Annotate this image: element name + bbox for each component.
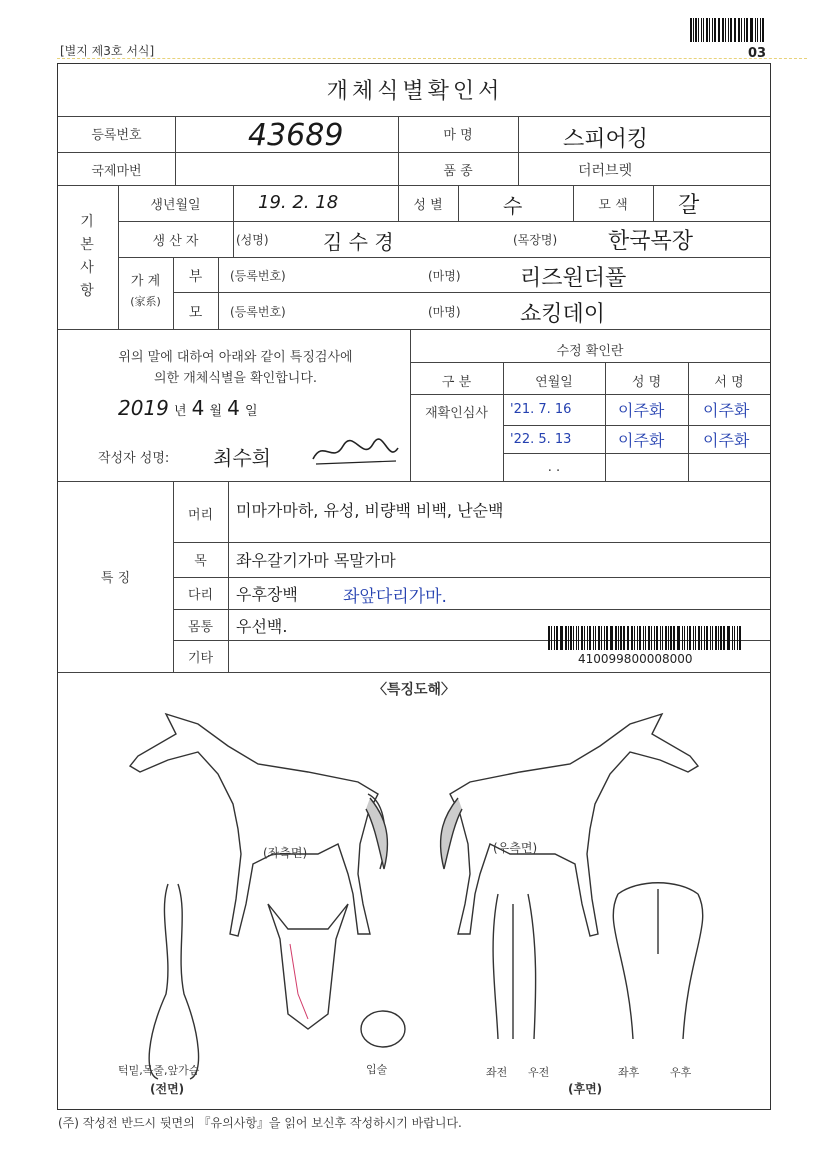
rear-view bbox=[613, 883, 702, 1039]
coat-label: 모 색 bbox=[598, 198, 628, 213]
breeder-name-label: (성명) bbox=[236, 233, 269, 247]
farm-name-value: 한국목장 bbox=[608, 229, 694, 254]
diagram-title: 〈특징도해〉 bbox=[372, 682, 456, 698]
top-rule bbox=[57, 58, 807, 59]
fl-label: 좌전 bbox=[486, 1066, 508, 1079]
left-side-text: (좌측면) bbox=[263, 846, 308, 860]
rr-label: 우후 bbox=[670, 1066, 692, 1079]
col-name: 성 명 bbox=[631, 375, 662, 390]
col-sign: 서 명 bbox=[714, 375, 744, 390]
dam-label: 모 bbox=[188, 305, 203, 321]
col-date: 연월일 bbox=[535, 375, 573, 390]
breeder-label: 생 산 자 bbox=[152, 234, 199, 249]
rear-label: (후면) bbox=[568, 1082, 603, 1096]
form-title: 개체식별확인서 bbox=[326, 79, 504, 104]
page-number: 03 bbox=[748, 46, 767, 61]
basic-info-label-1: 기 bbox=[80, 214, 94, 230]
row2-sign: 이주화 bbox=[703, 431, 750, 450]
author-signature bbox=[308, 434, 403, 470]
dam-reg-label: (등록번호) bbox=[230, 305, 286, 319]
coat-value: 갈 bbox=[678, 193, 700, 218]
dob-value: 19. 2. 18 bbox=[258, 192, 339, 213]
bottom-barcode bbox=[548, 626, 743, 650]
front-view bbox=[149, 884, 198, 1079]
rl-label: 좌후 bbox=[618, 1066, 640, 1079]
barcode-number: 410099800008000 bbox=[578, 652, 693, 666]
pedigree-label: 가 계 bbox=[130, 274, 161, 289]
neck-value: 좌우갈기가마 목말가마 bbox=[236, 551, 396, 570]
breed-label: 품 종 bbox=[443, 164, 473, 179]
horse-diagram bbox=[58, 694, 770, 1084]
right-tail bbox=[441, 798, 462, 869]
lips bbox=[361, 1011, 405, 1047]
sex-value: 수 bbox=[503, 194, 523, 218]
lips-label: 입술 bbox=[366, 1063, 388, 1076]
identification-form bbox=[57, 63, 771, 1110]
farm-name-label: (목장명) bbox=[513, 233, 558, 247]
row3-date: . . bbox=[547, 460, 561, 475]
confirm-statement-2: 의한 개체식별을 확인합니다. bbox=[153, 371, 318, 386]
front-legs bbox=[493, 894, 536, 1039]
body-label: 몸통 bbox=[187, 620, 214, 635]
confirm-month: 4 bbox=[191, 396, 205, 420]
confirm-day: 4 bbox=[227, 396, 240, 420]
legs-value: 우후장백 bbox=[236, 585, 298, 604]
sire-label: 부 bbox=[188, 269, 203, 285]
head-value: 미마가마하, 유성, 비량백 비백, 난순백 bbox=[236, 501, 504, 520]
row1-date: '21. 7. 16 bbox=[510, 402, 572, 417]
fr-label: 우전 bbox=[528, 1066, 550, 1079]
right-side-text: (우측면) bbox=[493, 841, 538, 855]
author-name: 최수희 bbox=[213, 446, 271, 470]
confirm-statement-1: 위의 말에 대하여 아래와 같이 특징검사에 bbox=[118, 350, 353, 365]
row1-sign: 이주화 bbox=[703, 401, 750, 420]
body-value: 우선백. bbox=[236, 617, 288, 636]
horse-name-value: 스피어킹 bbox=[563, 127, 649, 152]
reg-no-label: 등록번호 bbox=[91, 128, 142, 143]
right-side-horse bbox=[450, 714, 698, 936]
dam-name-label: (마명) bbox=[428, 305, 461, 319]
day-unit: 일 bbox=[244, 404, 258, 419]
modify-table-title: 수정 확인란 bbox=[556, 344, 624, 359]
intl-chip-label: 국제마번 bbox=[91, 164, 142, 179]
horse-name-label: 마 명 bbox=[443, 128, 473, 143]
features-label: 특 징 bbox=[100, 571, 131, 586]
top-barcode bbox=[690, 18, 766, 42]
author-label: 작성자 성명: bbox=[98, 451, 170, 466]
sex-label: 성 별 bbox=[413, 198, 443, 213]
month-unit: 월 bbox=[209, 404, 223, 419]
col-type: 구 분 bbox=[441, 375, 472, 390]
other-label: 기타 bbox=[187, 651, 214, 666]
basic-info-label-4: 항 bbox=[80, 283, 94, 299]
breed-value: 더러브렛 bbox=[578, 163, 633, 179]
footnote: (주) 작성전 반드시 뒷면의 『유의사항』을 읽어 보신후 작성하시기 바랍니다. bbox=[58, 1116, 462, 1130]
row1-name: 이주화 bbox=[618, 401, 665, 420]
front-label: (전면) bbox=[150, 1082, 185, 1096]
neck-label: 목 bbox=[194, 554, 207, 569]
confirm-year: 2019 bbox=[118, 396, 169, 420]
form-code: [별지 제3호 서식] bbox=[60, 44, 155, 58]
row1-type: 재확인심사 bbox=[425, 406, 488, 421]
head-label: 머리 bbox=[187, 508, 214, 523]
front-caption: 턱밑,목줄,앞가슴 bbox=[118, 1064, 200, 1077]
basic-info-label-2: 본 bbox=[80, 237, 94, 253]
breeder-name-value: 김 수 경 bbox=[323, 230, 394, 254]
left-side-horse bbox=[130, 714, 378, 936]
left-tail bbox=[366, 798, 387, 869]
sire-reg-label: (등록번호) bbox=[230, 269, 286, 283]
row2-name: 이주화 bbox=[618, 431, 665, 450]
legs-value-blue: 좌앞다리가마. bbox=[343, 587, 447, 607]
dob-label: 생년월일 bbox=[150, 198, 201, 213]
year-unit: 년 bbox=[174, 404, 187, 419]
legs-label: 다리 bbox=[187, 588, 214, 603]
dam-name-value: 쇼킹데이 bbox=[520, 302, 606, 327]
basic-info-label-3: 사 bbox=[80, 260, 94, 276]
confirm-date bbox=[118, 396, 258, 420]
row2-date: '22. 5. 13 bbox=[510, 432, 572, 447]
head-front bbox=[268, 904, 348, 1029]
sire-name-label: (마명) bbox=[428, 269, 461, 283]
pedigree-hanja: (家系) bbox=[130, 295, 161, 308]
sire-name-value: 리즈원더풀 bbox=[520, 266, 627, 291]
reg-no-value: 43689 bbox=[248, 118, 344, 153]
